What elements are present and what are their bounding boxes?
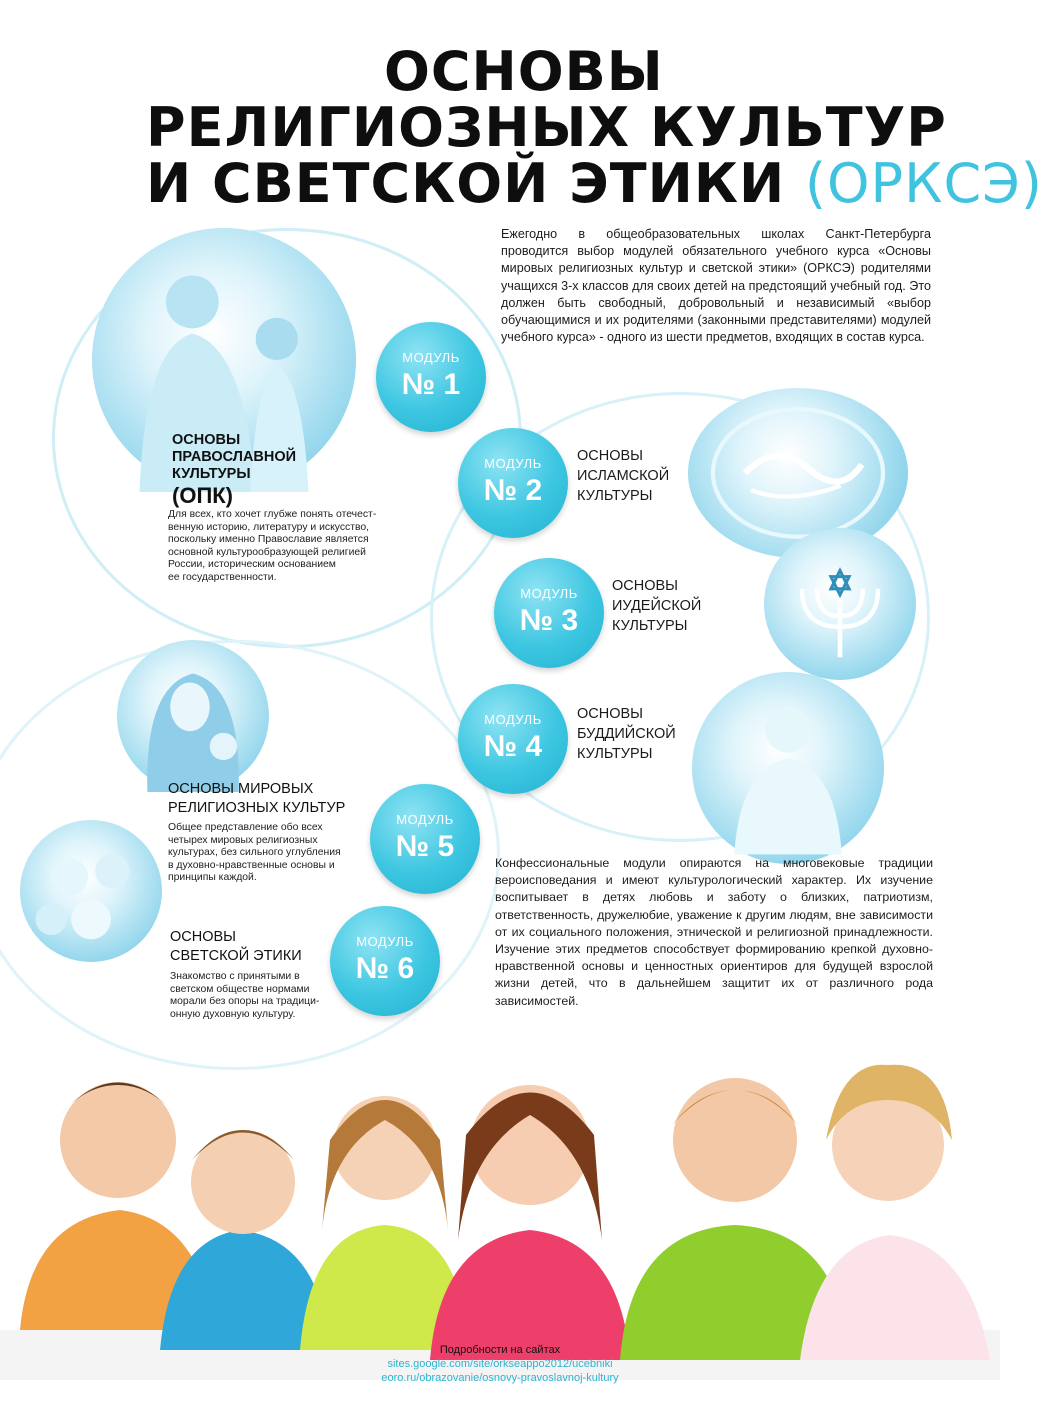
module-2-name-line: КУЛЬТУРЫ (577, 488, 653, 504)
secular-ethics-description-line: Знакомство с принятыми в (170, 971, 300, 982)
opk-heading-line: КУЛЬТУРЫ (172, 466, 251, 482)
module-2-number: № 2 (483, 474, 543, 507)
module-5-number: № 5 (395, 830, 455, 863)
world-religions-description-line: культурах, без сильного углубления (168, 847, 341, 859)
opk-description-line: венную историю, литературу и искусство, (168, 521, 370, 533)
module-2-name-line: ИСЛАМСКОЙ (577, 468, 670, 484)
module-3-number: № 3 (519, 604, 579, 637)
confessional-paragraph: Конфессиональные модули опираются на многовековые традиции вероисповедания и имеют культурологический характер. Их изучение воспитывает в детях любовь и заботу о близких, патриотизм, ответственность, дружелюбие, уважение к другим людям, вне зависимости от их социального положения, этнической и религиозной принадлежности. Изучение этих предметов способствует формированию крепкой духовно-нравственной основы и ценностных ориентиров для будущей взрослой жизни детей, что в дальнейшем защитит их от различного рода зависимостей. (495, 856, 933, 1008)
title-line-3 (146, 152, 1043, 215)
opk-heading-line: ПРАВОСЛАВНОЙ (172, 449, 297, 465)
madonna-icon-image (117, 640, 269, 792)
world-religions-heading-line: ОСНОВЫ МИРОВЫХ (168, 781, 314, 797)
module-4-label: МОДУЛЬ (484, 712, 542, 727)
world-religions-description-line: в духовно-нравственные основы и (168, 859, 335, 871)
module-3-name (612, 576, 701, 636)
module-3-name-line: ИУДЕЙСКОЙ (612, 598, 702, 614)
children-photo (0, 1030, 1000, 1380)
title-line-2: РЕЛИГИОЗНЫХ КУЛЬТУР (146, 96, 947, 159)
world-religions-description-line: принципы каждой. (168, 872, 257, 884)
opk-heading (172, 432, 296, 509)
opk-description-line: основной культурообразующей религией (168, 546, 366, 558)
secular-ethics-description-line: светском обществе нормами (170, 983, 310, 995)
module-6-badge (330, 906, 440, 1016)
world-religions-description-line: Общее представление обо всех (168, 822, 323, 833)
title-line-3-text: И СВЕТСКОЙ ЭТИКИ (146, 152, 786, 215)
world-religions-description-line: четырех мировых религиозных (168, 834, 318, 846)
footer-link-2[interactable]: eoro.ru/obrazovanie/osnovy-pravoslavnoj-kultury (381, 1372, 619, 1384)
buddha-image (692, 672, 884, 864)
module-4-name-line: ОСНОВЫ (577, 706, 644, 722)
footer-caption: Подробности на сайтах (439, 1344, 561, 1356)
opk-description (168, 509, 376, 585)
secular-ethics-heading-line: ОСНОВЫ (170, 929, 237, 945)
module-3-name-line: КУЛЬТУРЫ (612, 618, 688, 634)
secular-ethics-heading (170, 928, 302, 966)
module-6-number: № 6 (355, 952, 415, 985)
module-4-badge (458, 684, 568, 794)
opk-heading-line: ОСНОВЫ (172, 432, 241, 448)
module-4-number: № 4 (483, 730, 543, 763)
module-2-badge (458, 428, 568, 538)
opk-description-line: ее государственности. (168, 571, 277, 583)
world-religions-description (168, 822, 341, 885)
module-4-name-line: КУЛЬТУРЫ (577, 746, 653, 762)
module-6-label: МОДУЛЬ (356, 934, 414, 949)
module-1-number: № 1 (401, 368, 461, 401)
world-religions-heading-line: РЕЛИГИОЗНЫХ КУЛЬТУР (168, 800, 346, 816)
opk-description-line: России, историческим основанием (168, 559, 336, 571)
children-group-image (20, 820, 162, 962)
secular-ethics-description-line: морали без опоры на традици- (170, 996, 320, 1008)
title-line-1: ОСНОВЫ (384, 40, 664, 103)
footer-link-1[interactable]: sites.google.com/site/orkseappo2012/ucebniki (387, 1358, 613, 1370)
secular-ethics-description-line: онную духовную культуру. (170, 1008, 296, 1020)
module-2-label: МОДУЛЬ (484, 456, 542, 471)
secular-ethics-heading-line: СВЕТСКОЙ ЭТИКИ (170, 948, 302, 964)
children-photo-graphic (0, 1030, 1000, 1380)
opk-description-line: Для всех, кто хочет глубже понять отечест- (168, 509, 377, 520)
opk-acronym: (ОПК) (172, 483, 234, 508)
module-5-badge (370, 784, 480, 894)
secular-ethics-description (170, 971, 319, 1021)
module-3-name-line: ОСНОВЫ (612, 578, 679, 594)
opk-description-line: поскольку именно Православие является (168, 534, 369, 546)
module-1-badge (376, 322, 486, 432)
module-3-badge (494, 558, 604, 668)
module-2-name-line: ОСНОВЫ (577, 448, 644, 464)
module-1-label: МОДУЛЬ (402, 350, 460, 365)
module-4-name-line: БУДДИЙСКОЙ (577, 726, 676, 742)
menorah-image (764, 528, 916, 680)
module-4-name (577, 704, 676, 764)
title-acronym: (ОРКСЭ) (804, 152, 1043, 215)
intro-paragraph: Ежегодно в общеобразовательных школах Санкт-Петербурга проводится выбор модулей обязательного учебного курса «Основы мировых религиозных культур и светской этики» (ОРКСЭ) родителями учащихся 3-х классов для своих детей на предстоящий учебный год. Это должен быть свободный, добровольный и независимый «выбор обучающимися и их родителями (законными представителями) модулей учебного курса» - одного из шести предметов, входящих в состав курса. (501, 227, 931, 345)
module-3-label: МОДУЛЬ (520, 586, 578, 601)
module-2-name (577, 446, 669, 506)
module-5-label: МОДУЛЬ (396, 812, 454, 827)
world-religions-heading (168, 780, 345, 818)
